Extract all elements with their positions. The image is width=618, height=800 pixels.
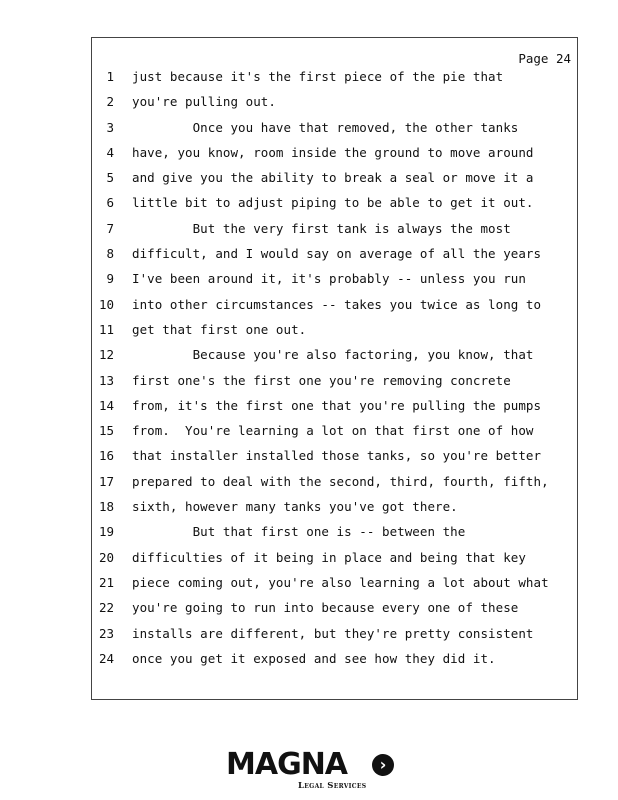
line-number: 3	[106, 119, 114, 135]
line-text: Because you're also factoring, you know, that	[132, 347, 534, 363]
line-text: from, it's the first one that you're pulling the pumps	[132, 397, 542, 413]
transcript-line	[92, 70, 577, 95]
transcript-line	[92, 298, 577, 323]
line-number: 17	[98, 473, 114, 489]
line-text: Once you have that removed, the other tanks	[132, 119, 519, 135]
line-text: first one's the first one you're removing concrete	[132, 372, 511, 388]
line-number: 15	[98, 423, 114, 439]
line-number: 4	[106, 144, 114, 160]
line-text: prepared to deal with the second, third, fourth, fifth,	[132, 473, 549, 489]
line-text: I've been around it, it's probably -- unless you run	[132, 271, 526, 287]
transcript-line	[92, 449, 577, 474]
transcript-line	[92, 171, 577, 196]
magna-logo	[226, 748, 406, 794]
transcript-line	[92, 399, 577, 424]
line-text: have, you know, room inside the ground to move around	[132, 144, 534, 160]
transcript-page	[91, 37, 578, 700]
line-text: into other circumstances -- takes you twice as long to	[132, 296, 542, 312]
line-number: 20	[98, 549, 114, 565]
transcript-line	[92, 374, 577, 399]
line-number: 19	[98, 524, 114, 540]
line-number: 8	[106, 246, 114, 262]
line-text: But that first one is -- between the	[132, 524, 466, 540]
transcript-line	[92, 551, 577, 576]
transcript-lines	[92, 70, 577, 677]
line-text: just because it's the first piece of the pie that	[132, 69, 504, 84]
line-number: 11	[98, 321, 114, 337]
transcript-line	[92, 424, 577, 449]
line-number: 10	[98, 296, 114, 312]
transcript-line	[92, 323, 577, 348]
transcript-line	[92, 247, 577, 272]
line-number: 5	[106, 170, 114, 186]
line-text: piece coming out, you're also learning a lot about what	[132, 574, 549, 590]
arrow-circle-icon: ›	[372, 754, 394, 776]
line-number: 6	[106, 195, 114, 211]
transcript-line	[92, 576, 577, 601]
line-number: 22	[98, 600, 114, 616]
line-text: you're pulling out.	[132, 94, 276, 110]
transcript-line	[92, 272, 577, 297]
line-number: 14	[98, 397, 114, 413]
logo-subtitle: Legal Services	[298, 781, 367, 791]
transcript-line	[92, 525, 577, 550]
line-text: difficulties of it being in place and being that key	[132, 549, 526, 565]
line-text: once you get it exposed and see how they did it.	[132, 650, 496, 666]
line-number: 1	[106, 69, 114, 84]
page-number: Page 24	[518, 51, 571, 66]
line-number: 16	[98, 448, 114, 464]
line-number: 24	[98, 650, 114, 666]
line-number: 7	[106, 220, 114, 236]
line-number: 21	[98, 574, 114, 590]
line-number: 18	[98, 499, 114, 515]
transcript-line	[92, 627, 577, 652]
line-number: 2	[106, 94, 114, 110]
logo-wordmark: MAGNA	[226, 747, 348, 782]
transcript-line	[92, 196, 577, 221]
line-text: But the very first tank is always the most	[132, 220, 511, 236]
line-text: and give you the ability to break a seal or move it a	[132, 170, 534, 186]
transcript-line	[92, 601, 577, 626]
line-text: installs are different, but they're pretty consistent	[132, 625, 534, 641]
transcript-line	[92, 348, 577, 373]
line-text: that installer installed those tanks, so you're better	[132, 448, 542, 464]
line-number: 23	[98, 625, 114, 641]
line-text: difficult, and I would say on average of all the years	[132, 246, 542, 262]
transcript-line	[92, 500, 577, 525]
line-text: you're going to run into because every one of these	[132, 600, 519, 616]
line-text: little bit to adjust piping to be able to get it out.	[132, 195, 534, 211]
transcript-line	[92, 475, 577, 500]
line-text: sixth, however many tanks you've got there.	[132, 499, 458, 515]
transcript-line	[92, 222, 577, 247]
transcript-line	[92, 146, 577, 171]
transcript-line	[92, 121, 577, 146]
line-number: 13	[98, 372, 114, 388]
transcript-line	[92, 652, 577, 677]
line-number: 12	[98, 347, 114, 363]
line-text: from. You're learning a lot on that first one of how	[132, 423, 534, 439]
line-number: 9	[106, 271, 114, 287]
transcript-line	[92, 95, 577, 120]
line-text: get that first one out.	[132, 321, 307, 337]
